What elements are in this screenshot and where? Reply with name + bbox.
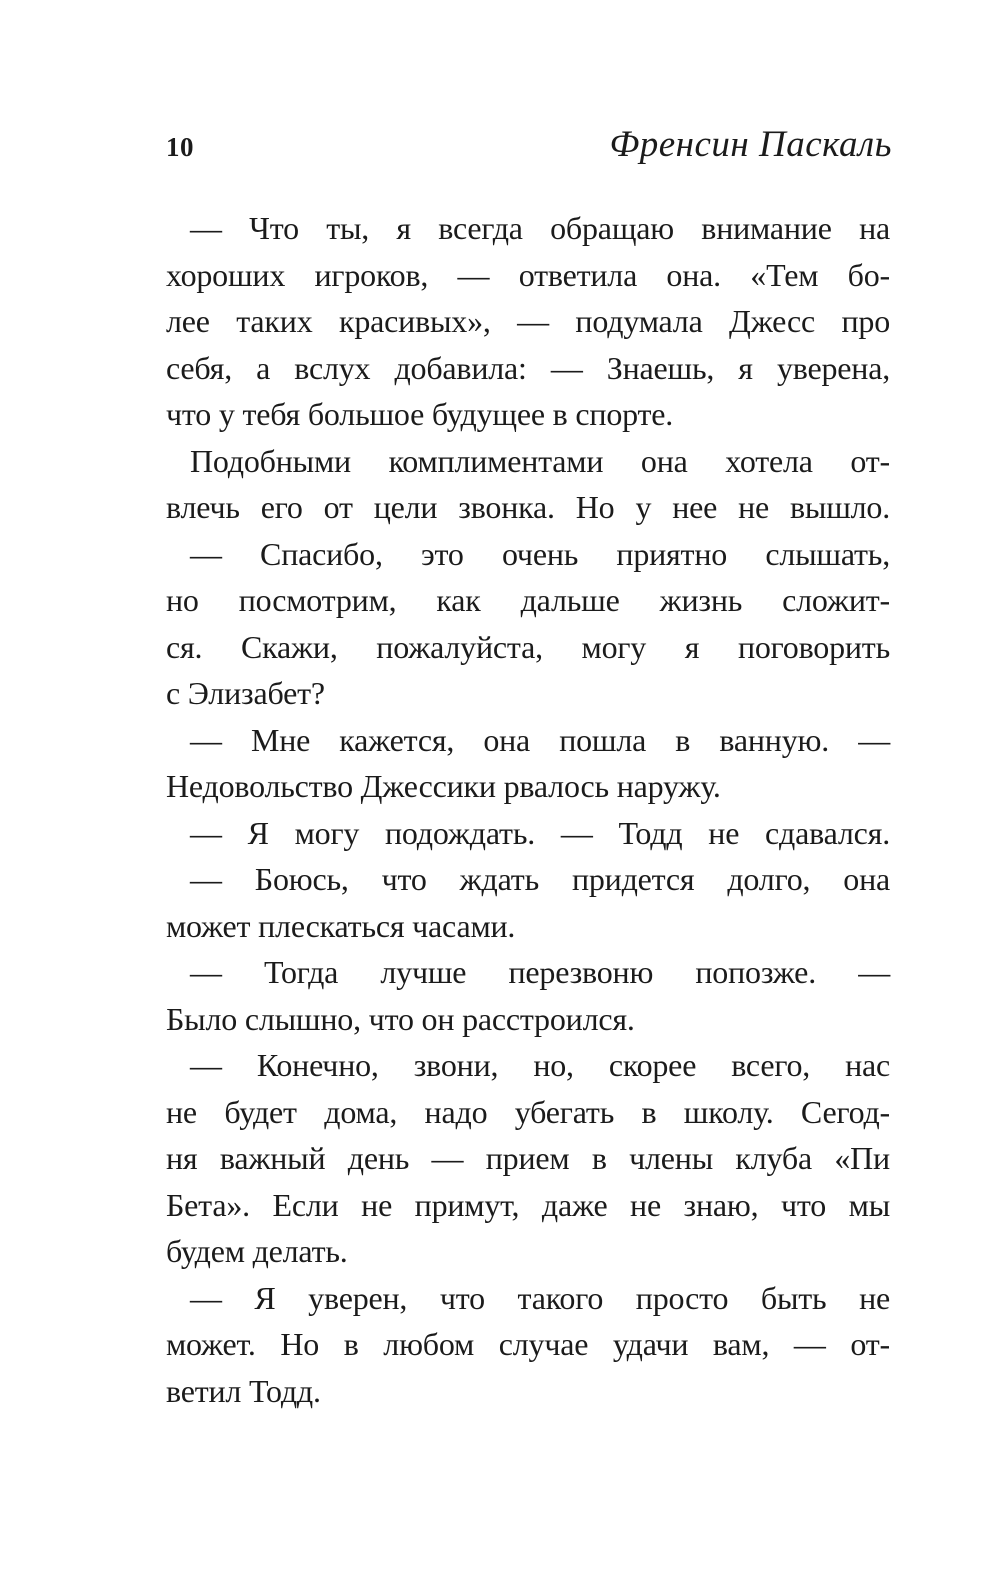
text-line: хороших игроков, — ответила она. «Тем бо- — [166, 256, 890, 293]
paragraph — [166, 810, 890, 857]
text-line: себя, а вслух добавила: — Знаешь, я уверена, — [166, 349, 890, 386]
text-line: ня важный день — прием в члены клуба «Пи — [166, 1140, 890, 1176]
text-line: — Боюсь, что ждать придется долго, она — [190, 861, 890, 897]
paragraph — [166, 438, 890, 531]
paragraph — [166, 1042, 890, 1275]
text-line: ветил Тодд. — [166, 1372, 321, 1409]
text-line: может плескаться часами. — [166, 907, 516, 944]
text-line: — Спасибо, это очень приятно слышать, — [190, 535, 890, 572]
text-line: — Мне кажется, она пошла в ванную. — — [190, 721, 890, 758]
text-line: будем делать. — [166, 1233, 348, 1269]
paragraph — [166, 717, 890, 810]
paragraph — [166, 205, 890, 438]
page-body — [166, 205, 890, 1414]
text-line: Недовольство Джессики рвалось наружу. — [166, 768, 721, 804]
text-line: что у тебя большое будущее в спорте. — [166, 396, 674, 432]
text-line: может. Но в любом случае удачи вам, — от- — [166, 1326, 890, 1362]
text-line: ся. Скажи, пожалуйста, могу я поговорить — [166, 628, 890, 665]
paragraph — [166, 856, 890, 949]
page-number: 10 — [166, 132, 194, 162]
text-line: не будет дома, надо убегать в школу. Сегод- — [166, 1093, 890, 1130]
text-line: — Я могу подождать. — Тодд не сдавался. — [190, 814, 890, 851]
text-line: — Конечно, звони, но, скорее всего, нас — [190, 1047, 890, 1083]
page-header — [166, 126, 892, 163]
text-line: Подобными комплиментами она хотела от- — [190, 442, 890, 479]
paragraph — [166, 531, 890, 717]
text-line: Бета». Если не примут, даже не знаю, что мы — [166, 1186, 890, 1223]
text-line: — Тогда лучше перезвоню попозже. — — [190, 954, 890, 990]
running-header-author: Френсин Паскаль — [609, 124, 892, 165]
text-line: влечь его от цели звонка. Но у нее не вышло. — [166, 489, 890, 525]
text-line: — Я уверен, что такого просто быть не — [190, 1279, 890, 1316]
text-line: но посмотрим, как дальше жизнь сложит- — [166, 582, 890, 618]
text-line: Было слышно, что он расстроился. — [166, 1000, 635, 1037]
text-line: — Что ты, я всегда обращаю внимание на — [190, 210, 890, 246]
text-line: лее таких красивых», — подумала Джесс про — [166, 303, 890, 339]
text-line: с Элизабет? — [166, 675, 325, 711]
paragraph — [166, 1275, 890, 1415]
paragraph — [166, 949, 890, 1042]
